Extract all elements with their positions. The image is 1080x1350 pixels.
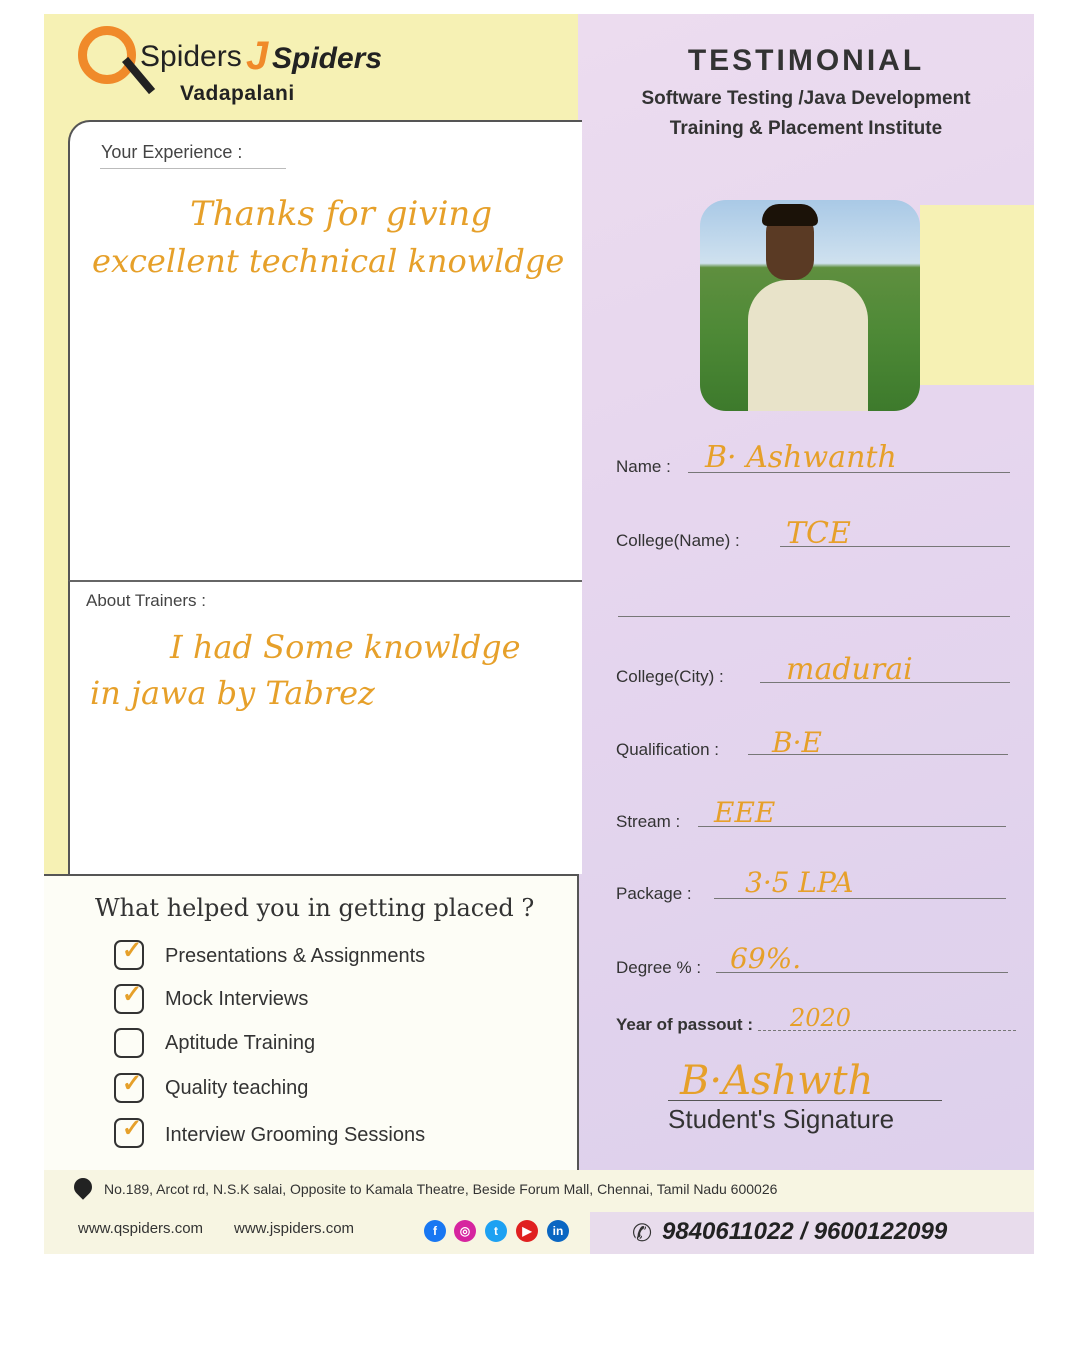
phone-numbers[interactable]: 9840611022 / 9600122099 [662,1218,948,1245]
degree-value: 69%. [730,942,802,975]
experience-handwritten-line1: Thanks for giving [190,194,493,234]
phone-icon: ✆ [632,1220,653,1247]
youtube-icon[interactable]: ▶ [516,1220,538,1242]
package-value: 3·5 LPA [745,866,854,899]
option-aptitude: Aptitude Training [165,1032,316,1054]
subtitle-line1: Software Testing /Java Development [641,88,971,109]
linkedin-icon[interactable]: in [547,1220,569,1242]
passout-value: 2020 [790,1004,852,1032]
right-panel-background [578,14,1034,1174]
option-presentations: Presentations & Assignments [165,945,426,967]
package-label: Package : [616,884,692,903]
trainers-label: About Trainers : [86,591,207,610]
signature-line [668,1100,942,1101]
trainers-handwritten-line2: in jawa by Tabrez [90,674,375,712]
experience-box [68,120,582,582]
address-text: No.189, Arcot rd, N.S.K salai, Opposite to Kamala Theatre, Beside Forum Mall, Chennai, Tamil Nadu 600026 [104,1181,778,1197]
checkbox-presentations[interactable] [114,937,144,970]
option-interview-grooming: Interview Grooming Sessions [165,1124,426,1146]
trainers-box [68,580,582,874]
tick-icon: ✓ [122,937,143,964]
city-label: College(City) : [616,667,724,686]
city-value: madurai [786,652,913,687]
facebook-icon[interactable]: f [424,1220,446,1242]
twitter-icon[interactable]: t [485,1220,507,1242]
brand-right-text: Spiders [272,42,383,75]
signature-handwritten: B·Ashwth [680,1058,874,1104]
brand-j-letter: J [246,34,269,78]
site-qspiders-link[interactable]: www.qspiders.com [78,1220,204,1237]
subtitle-line2: Training & Placement Institute [669,118,943,139]
name-label: Name : [616,457,671,476]
branch-name: Vadapalani [180,82,295,105]
college-value: TCE [786,516,851,551]
placement-title: What helped you in getting placed ? [95,894,535,922]
experience-handwritten-line2: excellent technical knowldge [92,242,565,280]
qualification-value: B·E [772,726,822,759]
student-photo [700,200,920,411]
checkbox-aptitude[interactable] [114,1028,144,1058]
instagram-icon[interactable]: ◎ [454,1220,476,1242]
photo-person-body [748,280,868,411]
stream-label: Stream : [616,812,681,831]
logo-q-ring-icon [78,26,136,84]
college-extra-line [618,616,1010,617]
trainers-handwritten-line1: I had Some knowldge [170,628,521,666]
checkbox-mock-interviews[interactable] [114,981,144,1014]
page-title: TESTIMONIAL [687,44,925,77]
college-label: College(Name) : [616,531,740,550]
signature-label: Student's Signature [668,1104,895,1134]
site-jspiders-link[interactable]: www.jspiders.com [234,1220,355,1237]
tick-icon: ✓ [122,1115,143,1142]
tick-icon: ✓ [122,1070,143,1097]
brand-left-text: Spiders [140,40,242,73]
stream-value: EEE [714,796,776,829]
degree-label: Degree % : [616,958,702,977]
passout-label: Year of passout : [616,1015,753,1034]
experience-label-underline [100,168,286,169]
checkbox-interview-grooming[interactable] [114,1115,144,1148]
name-value: B· Ashwanth [705,440,897,475]
tick-icon: ✓ [122,981,143,1008]
option-mock-interviews: Mock Interviews [165,988,309,1010]
photo-person-hair [762,204,818,226]
checkbox-quality-teaching[interactable] [114,1070,144,1103]
qualification-label: Qualification : [616,740,719,759]
experience-label: Your Experience : [101,142,243,162]
right-yellow-strip [920,205,1034,385]
option-quality-teaching: Quality teaching [165,1077,309,1099]
